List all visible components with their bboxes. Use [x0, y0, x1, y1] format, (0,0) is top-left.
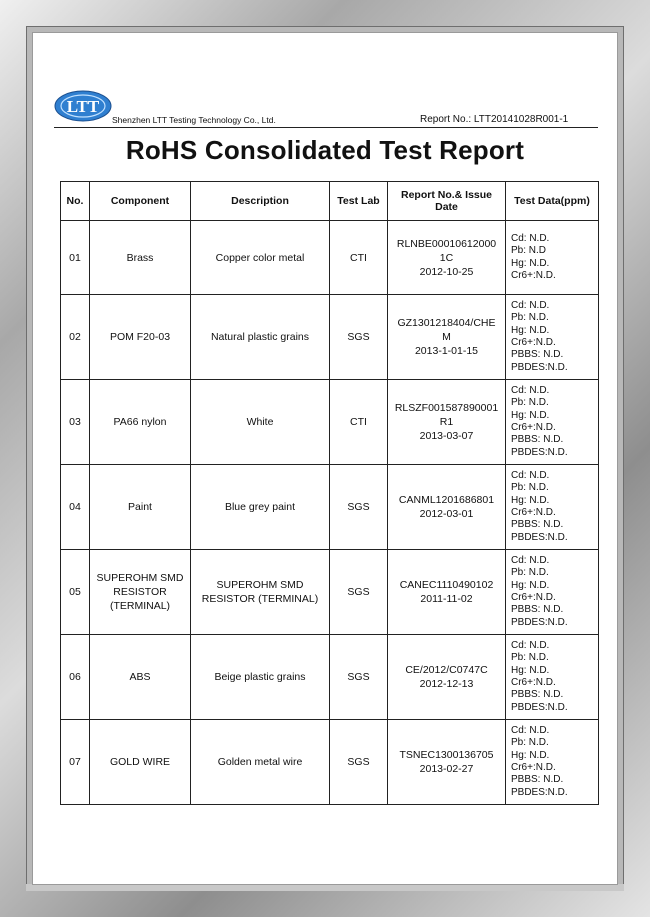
cell-no: 05 — [61, 550, 90, 635]
cell-test-data-line: Pb: N.D. — [511, 737, 549, 749]
cell-test-data-line: Cd: N.D. — [511, 554, 550, 566]
cell-test-data-line: PBDES:N.D. — [511, 361, 568, 373]
cell-description: Golden metal wire — [191, 720, 330, 805]
cell-report-line: R1 — [439, 416, 454, 428]
cell-report-line: CE/2012/C0747C — [405, 664, 488, 676]
cell-report-line: 1C — [439, 251, 454, 264]
cell-test-data-line: Cd: N.D. — [511, 384, 550, 396]
cell-report — [388, 635, 506, 720]
cell-test-data-line: Cd: N.D. — [511, 469, 550, 481]
cell-test-lab: SGS — [330, 465, 388, 550]
cell-test-data-line: Cr6+:N.D. — [511, 592, 556, 603]
cell-description: Copper color metal — [191, 221, 330, 295]
cell-test-lab: CTI — [330, 221, 388, 295]
cell-component — [90, 550, 191, 635]
cell-test-data-line: Pb: N.D. — [511, 567, 549, 579]
cell-test-data — [506, 380, 599, 465]
cell-test-data-line: Hg: N.D. — [511, 494, 550, 506]
cell-test-data-line: Pb: N.D. — [511, 397, 549, 409]
cell-description-line: RESISTOR (TERMINAL) — [201, 593, 319, 605]
cell-test-data-line: PBBS: N.D. — [511, 349, 564, 361]
col-header-no: No. — [61, 182, 90, 221]
cell-test-lab: SGS — [330, 295, 388, 380]
table-row — [61, 465, 599, 550]
cell-test-data-line: Cr6+:N.D. — [511, 507, 556, 518]
header-divider — [54, 127, 598, 128]
col-header-test-data: Test Data(ppm) — [506, 182, 599, 221]
cell-report-line: 2013-03-07 — [419, 430, 474, 442]
cell-report-line: 2012-12-13 — [419, 678, 474, 690]
cell-description: Beige plastic grains — [191, 635, 330, 720]
cell-report-line: CANML1201686801 — [398, 494, 495, 506]
cell-test-data-line: PBBS: N.D. — [511, 604, 564, 616]
cell-component: Paint — [90, 465, 191, 550]
cell-test-data-line: Hg: N.D. — [511, 579, 550, 591]
cell-test-data-line: Hg: N.D. — [511, 409, 550, 421]
cell-test-data-line: Cd: N.D. — [511, 639, 550, 651]
cell-test-lab: SGS — [330, 550, 388, 635]
cell-description: Natural plastic grains — [191, 295, 330, 380]
table-header-row — [61, 182, 599, 221]
table-row — [61, 221, 599, 295]
cell-test-lab: SGS — [330, 720, 388, 805]
cell-test-data-line: PBDES:N.D. — [511, 786, 568, 798]
col-header-test-lab: Test Lab — [330, 182, 388, 221]
cell-report-line: 2013-02-27 — [419, 763, 474, 775]
cell-test-data — [506, 465, 599, 550]
table-row — [61, 295, 599, 380]
cell-test-data-line: PBDES:N.D. — [511, 616, 568, 628]
cell-component-line: RESISTOR — [113, 586, 167, 598]
cell-component: ABS — [90, 635, 191, 720]
cell-test-data-line: PBBS: N.D. — [511, 434, 564, 446]
col-header-description: Description — [191, 182, 330, 221]
cell-test-data-line: Pb: N.D. — [511, 482, 549, 494]
table-row — [61, 380, 599, 465]
cell-test-data-line: Cd: N.D. — [511, 299, 550, 311]
table-row — [61, 635, 599, 720]
cell-no: 06 — [61, 635, 90, 720]
cell-no: 07 — [61, 720, 90, 805]
cell-description: Blue grey paint — [191, 465, 330, 550]
cell-test-data-line: Cr6+:N.D. — [511, 269, 556, 281]
cell-component: GOLD WIRE — [90, 720, 191, 805]
cell-description: White — [191, 380, 330, 465]
cell-report — [388, 295, 506, 380]
cell-no: 01 — [61, 221, 90, 295]
cell-component: PA66 nylon — [90, 380, 191, 465]
cell-description-line: SUPEROHM SMD — [216, 579, 304, 591]
table-row — [61, 550, 599, 635]
cell-test-data-line: Cr6+:N.D. — [511, 337, 556, 348]
cell-component-line: (TERMINAL) — [109, 600, 171, 612]
cell-test-data-line: Pb: N.D. — [511, 312, 549, 324]
cell-test-data-line: PBDES:N.D. — [511, 446, 568, 458]
cell-component-line: SUPEROHM SMD — [96, 572, 184, 584]
company-name: Shenzhen LTT Testing Technology Co., Ltd. — [112, 115, 276, 125]
cell-report — [388, 720, 506, 805]
cell-report-line: M — [442, 331, 451, 343]
cell-test-data — [506, 550, 599, 635]
cell-test-data — [506, 635, 599, 720]
cell-test-data-line: PBBS: N.D. — [511, 519, 564, 531]
page-title: RoHS Consolidated Test Report — [125, 135, 525, 165]
cell-report — [388, 465, 506, 550]
cell-test-data-line: Pb: N.D. — [511, 652, 549, 664]
cell-report — [388, 550, 506, 635]
cell-report-line: TSNEC1300136705 — [399, 749, 494, 761]
cell-no: 04 — [61, 465, 90, 550]
cell-no: 03 — [61, 380, 90, 465]
cell-test-data — [506, 720, 599, 805]
cell-test-data-line: PBBS: N.D. — [511, 689, 564, 701]
cell-report-line: GZ1301218404/CHE — [397, 317, 496, 329]
cell-component: POM F20-03 — [90, 295, 191, 380]
cell-test-lab: CTI — [330, 380, 388, 465]
cell-test-data-line: Cd: N.D. — [511, 724, 550, 736]
cell-test-lab: SGS — [330, 635, 388, 720]
cell-description — [191, 550, 330, 635]
cell-test-data-line: Cr6+:N.D. — [511, 422, 556, 433]
cell-test-data-line: Cd: N.D. — [511, 232, 550, 244]
cell-report-line: 2012-03-01 — [419, 508, 474, 520]
cell-report — [388, 221, 506, 295]
ltt-logo-icon — [54, 90, 112, 122]
cell-report-line: RLSZF001587890001 — [394, 402, 499, 414]
cell-test-data-line: PBDES:N.D. — [511, 701, 568, 713]
cell-test-data — [506, 295, 599, 380]
cell-report-line: 2011-11-02 — [420, 593, 473, 605]
cell-report-line: RLNBE00010612000 — [396, 237, 497, 250]
cell-test-data-line: PBBS: N.D. — [511, 774, 564, 786]
cell-test-data-line: Hg: N.D. — [511, 664, 550, 676]
cell-report-line: CANEC1110490102 — [399, 579, 494, 591]
logo-text: LTT — [66, 97, 100, 116]
test-results-table — [60, 181, 599, 805]
cell-test-data — [506, 221, 599, 295]
col-header-component: Component — [90, 182, 191, 221]
report-number: Report No.: LTT20141028R001-1 — [420, 114, 569, 125]
cell-report-line: 2013-1-01-15 — [414, 345, 479, 357]
col-header-report-no: Report No.& Issue Date — [388, 182, 506, 221]
cell-test-data-line: Cr6+:N.D. — [511, 677, 556, 688]
frame-shadow — [26, 884, 624, 891]
cell-test-data-line: Hg: N.D. — [511, 257, 550, 269]
cell-test-data-line: PBDES:N.D. — [511, 531, 568, 543]
cell-test-data-line: Cr6+:N.D. — [511, 762, 556, 773]
cell-report — [388, 380, 506, 465]
cell-test-data-line: Hg: N.D. — [511, 324, 550, 336]
cell-no: 02 — [61, 295, 90, 380]
cell-component: Brass — [90, 221, 191, 295]
cell-test-data-line: Pb: N.D — [511, 245, 547, 257]
table-row — [61, 720, 599, 805]
cell-test-data-line: Hg: N.D. — [511, 749, 550, 761]
cell-report-line: 2012-10-25 — [419, 265, 474, 278]
